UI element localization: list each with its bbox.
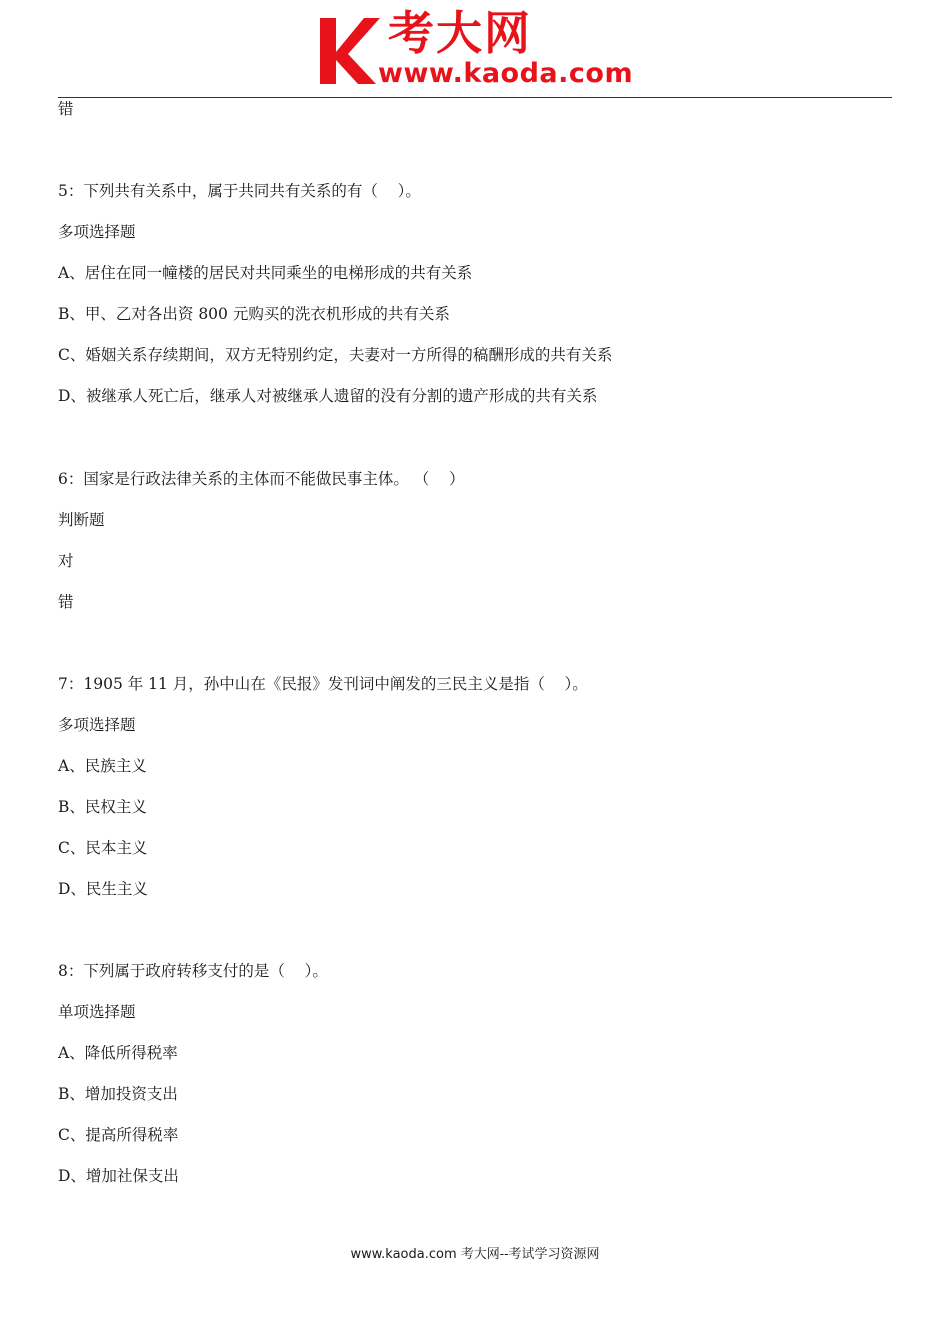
question-8-option-c: C、提高所得税率 — [58, 1126, 179, 1144]
question-7-type: 多项选择题 — [58, 716, 136, 734]
question-7-option-c: C、民本主义 — [58, 839, 148, 857]
question-8-type: 单项选择题 — [58, 1003, 136, 1021]
question-5-type: 多项选择题 — [58, 223, 136, 241]
page-header — [0, 0, 950, 100]
question-6-option-true: 对 — [58, 552, 74, 570]
logo-chinese-text: 考大网 — [388, 6, 532, 60]
question-8-option-a: A、降低所得税率 — [58, 1044, 178, 1062]
header-divider — [58, 97, 892, 98]
question-8-stem: 8：下列属于政府转移支付的是（ ）。 — [58, 962, 328, 980]
kaoda-logo — [318, 6, 640, 92]
answer-option: 错 — [58, 100, 74, 118]
question-8-option-d: D、增加社保支出 — [58, 1167, 179, 1185]
question-5-option-b: B、甲、乙对各出资 800 元购买的洗衣机形成的共有关系 — [58, 305, 450, 323]
question-7-option-a: A、民族主义 — [58, 757, 147, 775]
question-7-stem: 7：1905 年 11 月，孙中山在《民报》发刊词中阐发的三民主义是指（ ）。 — [58, 675, 588, 693]
question-6-option-false: 错 — [58, 593, 74, 611]
question-8-option-b: B、增加投资支出 — [58, 1085, 178, 1103]
question-5-stem: 5：下列共有关系中，属于共同共有关系的有（ ）。 — [58, 182, 421, 200]
question-6-stem: 6：国家是行政法律关系的主体而不能做民事主体。 （ ） — [58, 470, 465, 488]
question-5-option-a: A、居住在同一幢楼的居民对共同乘坐的电梯形成的共有关系 — [58, 264, 473, 282]
footer-url[interactable]: www.kaoda.com — [350, 1247, 457, 1262]
question-5-option-d: D、被继承人死亡后，继承人对被继承人遗留的没有分割的遗产形成的共有关系 — [58, 387, 598, 405]
page-footer — [0, 1246, 950, 1264]
question-7-option-d: D、民生主义 — [58, 880, 148, 898]
question-7-option-b: B、民权主义 — [58, 798, 147, 816]
logo-url-text: www.kaoda.com — [378, 58, 634, 89]
question-6-type: 判断题 — [58, 511, 105, 529]
k-letter-icon — [318, 14, 380, 88]
footer-text: 考大网--考试学习资源网 — [456, 1247, 600, 1262]
question-5-option-c: C、婚姻关系存续期间，双方无特别约定，夫妻对一方所得的稿酬形成的共有关系 — [58, 346, 613, 364]
